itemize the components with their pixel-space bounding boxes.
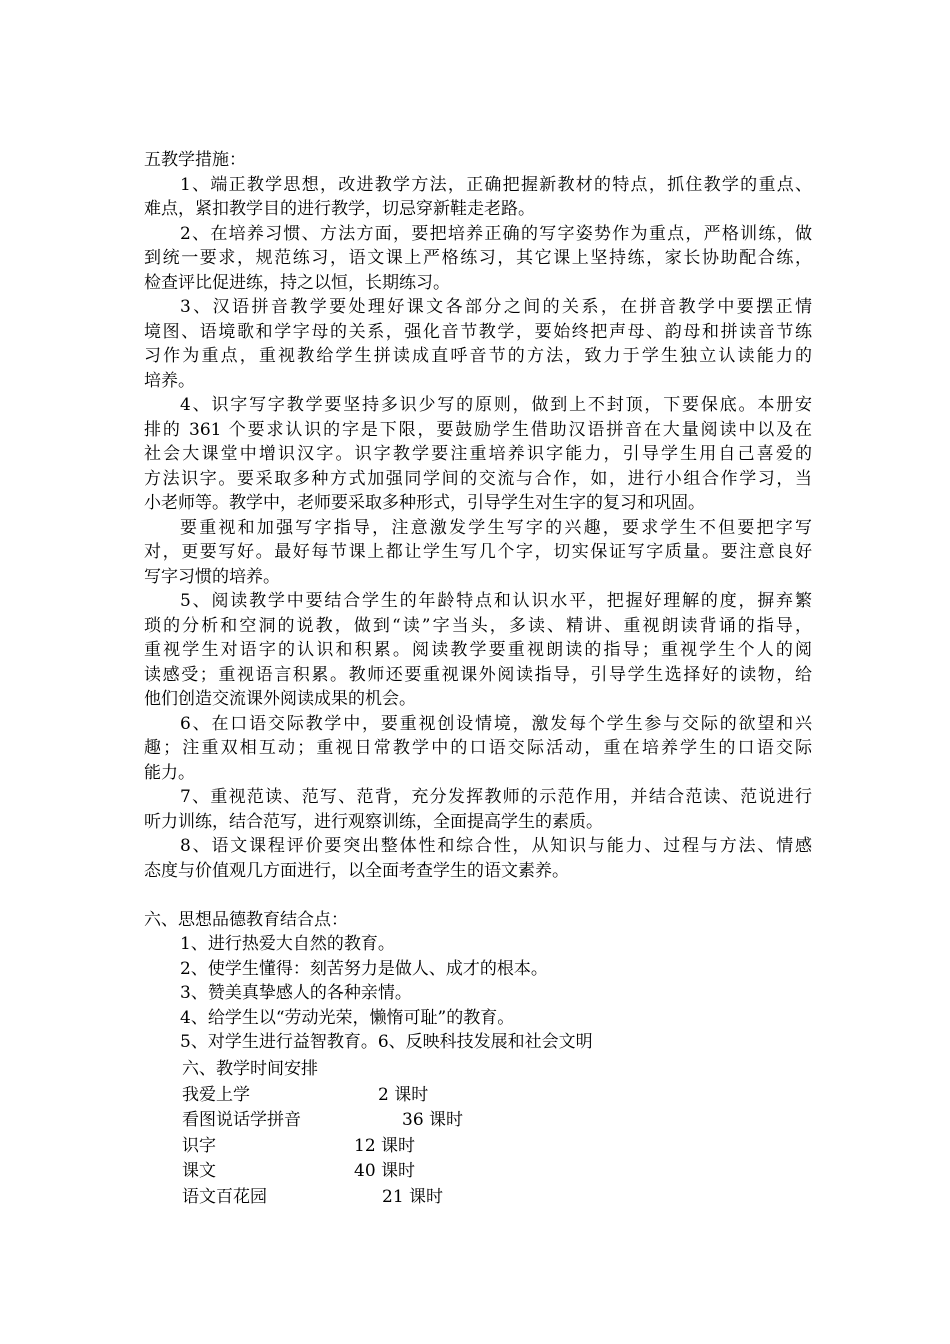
section-heading-moral-education: 六、思想品德教育结合点： [144, 909, 348, 930]
blank-line [144, 883, 812, 908]
paragraph [144, 516, 812, 590]
schedule-unit-name: 课文 [182, 1161, 216, 1181]
paragraph-line: 6、在口语交际教学中，要重视创设情境，激发每个学生参与交际的欲望和兴 [180, 713, 812, 734]
paragraph-line: 写字习惯的培养。 [144, 566, 280, 587]
moral-education-item: 3、赞美真挚感人的各种亲情。 [180, 983, 412, 1003]
paragraph [144, 834, 812, 883]
paragraph-line: 琐的分析和空洞的说教，做到“读”字当头，多读、精讲、重视朗读背诵的指导， [144, 615, 812, 636]
schedule-heading: 六、教学时间安排 [182, 1059, 318, 1079]
schedule-unit-name: 看图说话学拼音 [182, 1110, 301, 1130]
paragraph-line: 8、语文课程评价要突出整体性和综合性，从知识与能力、过程与方法、情感 [180, 836, 812, 856]
paragraph-line: 1、端正教学思想，改进教学方法，正确把握新教材的特点，抓住教学的重点、 [180, 174, 812, 195]
moral-education-list [144, 932, 812, 1055]
moral-education-item: 1、进行热爱大自然的教育。 [180, 934, 395, 954]
schedule-unit-hours: 40 课时 [354, 1161, 416, 1181]
paragraph-line: 对，更要写好。最好每节课上都让学生写几个字，切实保证写字质量。要注意良好 [144, 542, 812, 562]
paragraph-line: 态度与价值观几方面进行，以全面考查学生的语文素养。 [144, 860, 569, 881]
schedule-row [182, 1083, 582, 1108]
paragraph-line: 境图、语境歌和学字母的关系，强化音节教学，要始终把声母、韵母和拼读音节练 [144, 321, 812, 342]
schedule-row [182, 1185, 582, 1210]
paragraph [144, 295, 812, 393]
paragraph [144, 589, 812, 712]
paragraph-line: 4、识字写字教学要坚持多识少写的原则，做到上不封顶，下要保底。本册安 [180, 395, 812, 415]
schedule-row [182, 1108, 582, 1133]
section-heading-teaching-measures: 五教学措施： [144, 150, 246, 170]
paragraph [144, 712, 812, 786]
paragraph-line: 听力训练，结合范写，进行观察训练，全面提高学生的素质。 [144, 811, 603, 832]
paragraph-line: 能力。 [144, 762, 195, 783]
paragraph-line: 7、重视范读、范写、范背，充分发挥教师的示范作用，并结合范读、范说进行 [180, 787, 812, 807]
schedule-unit-name: 语文百花园 [182, 1186, 267, 1207]
paragraph-line: 方法识字。要采取多种方式加强同学间的交流与合作，如，进行小组合作学习，当 [144, 468, 812, 489]
paragraph-line: 2、在培养习惯、方法方面，要把培养正确的写字姿势作为重点，严格训练，做 [180, 223, 812, 244]
schedule-unit-name: 我爱上学 [182, 1084, 250, 1105]
paragraph-line: 到统一要求，规范练习，语文课上严格练习，其它课上坚持练，家长协助配合练， [144, 248, 812, 268]
paragraph [144, 173, 812, 222]
paragraph [144, 785, 812, 834]
paragraph-line: 3、汉语拼音教学要处理好课文各部分之间的关系，在拼音教学中要摆正情 [180, 297, 812, 317]
schedule-unit-hours: 2 课时 [378, 1084, 429, 1105]
paragraph-line: 5、阅读教学中要结合学生的年龄特点和认识水平，把握好理解的度，摒弃繁 [180, 591, 812, 611]
moral-education-item: 5、对学生进行益智教育。6、反映科技发展和社会文明 [180, 1032, 593, 1052]
moral-education-item: 2、使学生懂得：刻苦努力是做人、成才的根本。 [180, 958, 548, 979]
paragraph-line: 难点，紧扣教学目的进行教学，切忌穿新鞋走老路。 [144, 199, 535, 219]
paragraph-line: 习作为重点，重视教给学生拼读成直呼音节的方法，致力于学生独立认读能力的 [144, 346, 812, 366]
paragraph-line: 他们创造交流课外阅读成果的机会。 [144, 689, 416, 709]
moral-education-item: 4、给学生以“劳动光荣，懒惰可耻”的教育。 [180, 1007, 515, 1028]
document-body [144, 148, 812, 1055]
paragraph [144, 393, 812, 516]
schedule-unit-hours: 36 课时 [402, 1110, 464, 1130]
paragraph-line: 检查评比促进练，持之以恒，长期练习。 [144, 272, 450, 293]
paragraph [144, 222, 812, 296]
schedule-unit-name: 识字 [182, 1135, 216, 1156]
teaching-measures-list [144, 173, 812, 884]
schedule-row [182, 1134, 582, 1159]
paragraph-line: 趣；注重双相互动；重视日常教学中的口语交际活动，重在培养学生的口语交际 [144, 738, 812, 758]
paragraph-line: 社会大课堂中增识汉字。识字教学要注重培养识字能力，引导学生用自己喜爱的 [144, 444, 812, 464]
paragraph-line: 读感受；重视语言积累。教师还要重视课外阅读指导，引导学生选择好的读物，给 [144, 664, 812, 685]
paragraph-line: 小老师等。教学中，老师要采取多种形式，引导学生对生字的复习和巩固。 [144, 493, 705, 513]
paragraph-line: 排的 361 个要求认识的字是下限，要鼓励学生借助汉语拼音在大量阅读中以及在 [144, 419, 812, 440]
schedule-row [182, 1159, 582, 1184]
paragraph-line: 要重视和加强写字指导，注意激发学生写字的兴趣，要求学生不但要把字写 [180, 517, 812, 538]
paragraph-line: 培养。 [144, 370, 195, 391]
schedule-unit-hours: 12 课时 [354, 1135, 416, 1156]
paragraph-line: 重视学生对语字的认识和积累。阅读教学要重视朗读的指导；重视学生个人的阅 [144, 640, 812, 660]
schedule-unit-hours: 21 课时 [382, 1186, 444, 1207]
